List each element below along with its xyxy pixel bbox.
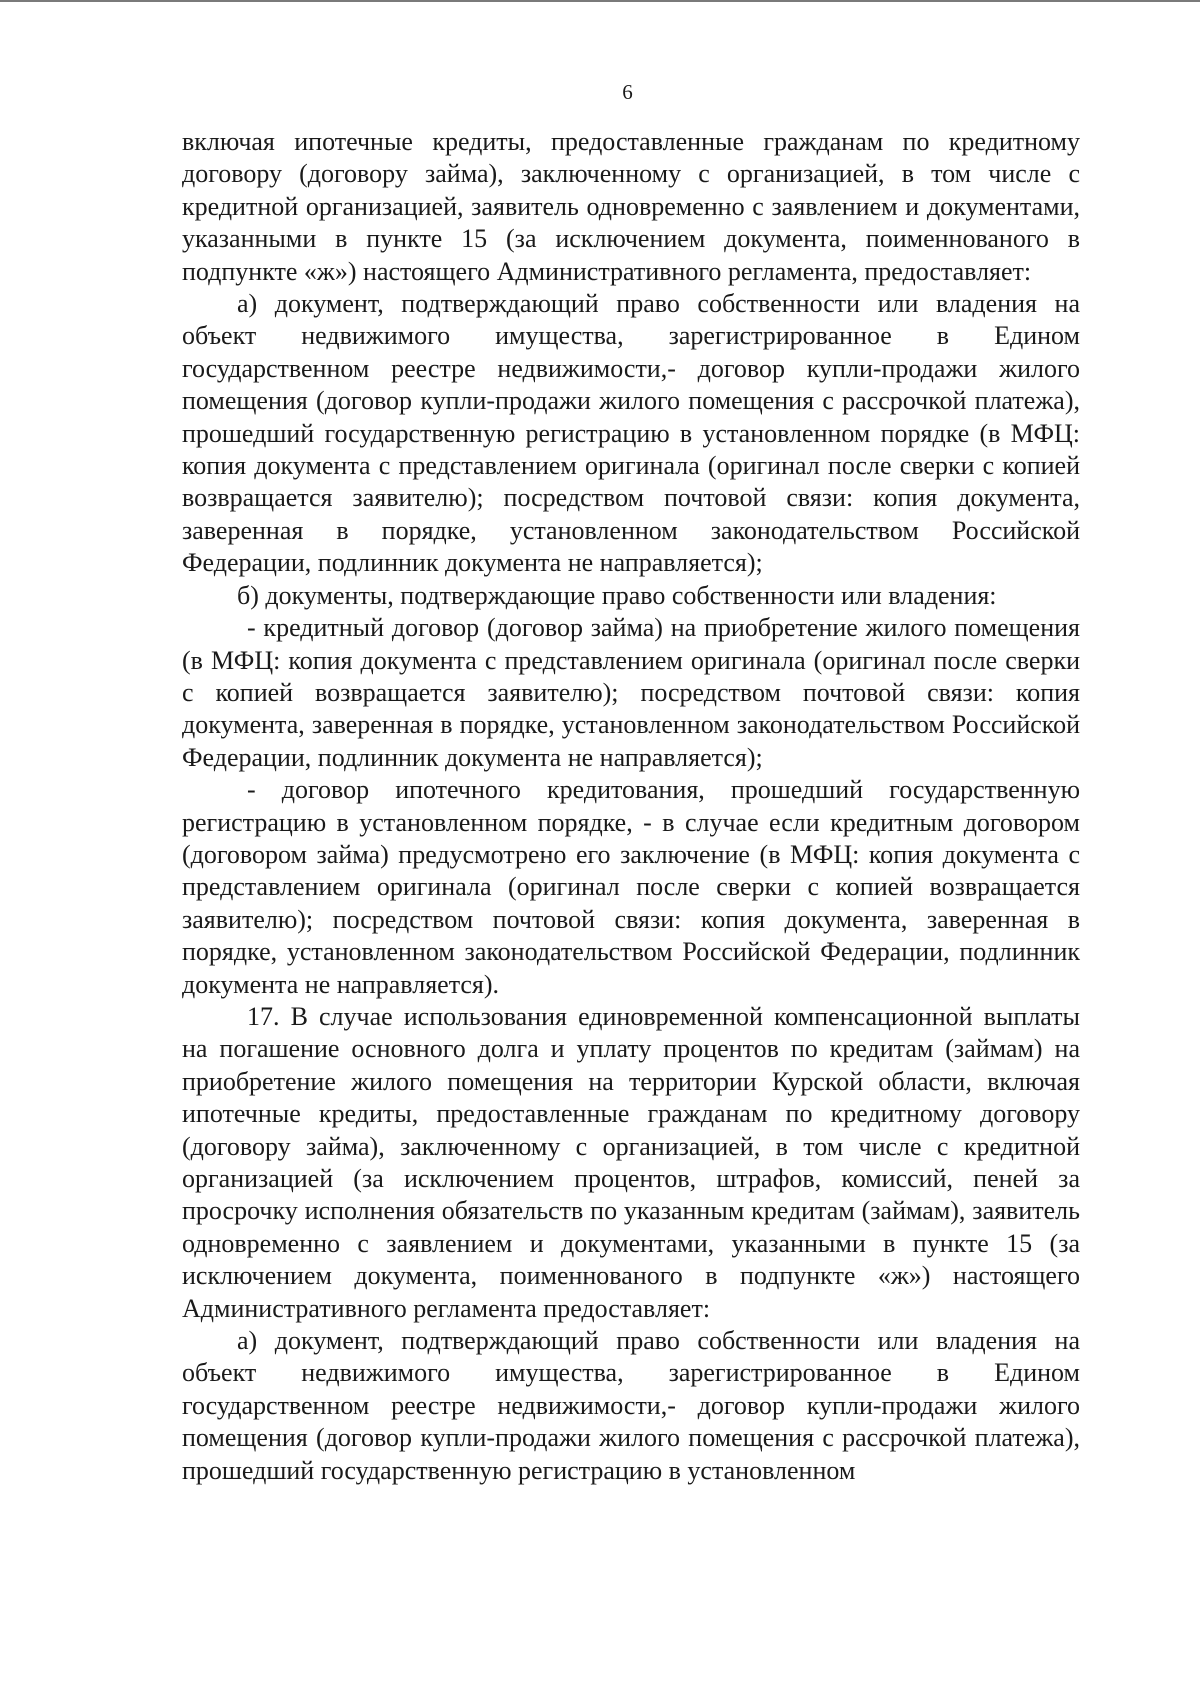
document-body [182,126,1080,1487]
paragraph-credit-agreement: - кредитный договор (договор займа) на приобретение жилого помещения (в МФЦ: копия документа с представлением оригинала (оригинал после сверки с копией возвращается заявителю); посредством почтовой связи: копия документа, заверенная в порядке, установленном законодательством Российской Федерации, подлинник документа не направляется); [182,613,1080,772]
page-number: 6 [622,80,633,104]
paragraph-clause-17: 17. В случае использования единовременной компенсационной выплаты на погашение основного долга и уплату процентов по кредитам (займам) на приобретение жилого помещения на территории Курской области, включая ипотечные кредиты, предоставленные гражданам по кредитному договору (договору займа), заключенному с организацией, в том числе с кредитной организацией (за исключением процентов, штрафов, комиссий, пеней за просрочку исполнения обязательств по указанным кредитам (займам), заявитель одновременно с заявлением и документами, указанными в пункте 15 (за исключением документа, поименнованого в подпункте «ж») настоящего Административного регламента предоставляет: [182,1001,1080,1323]
paragraph-continuation: включая ипотечные кредиты, предоставленные гражданам по кредитному договору (договору займа), заключенному с организацией, в том числе с кредитной организацией, заявитель одновременно с заявлением и документами, указанными в пункте 15 (за исключением документа, поименнованого в подпункте «ж») настоящего Административного регламента, предоставляет: [182,127,1080,286]
paragraph-item-b: б) документы, подтверждающие право собственности или владения: [237,580,997,610]
page-top-edge [0,0,1200,2]
paragraph-clause-17-item-a: а) документ, подтверждающий право собственности или владения на объект недвижимого имущества, зарегистрированное в Едином государственном реестре недвижимости,- договор купли-продажи жилого помещения (договор купли-продажи жилого помещения с рассрочкой платежа), прошедший государственную регистрацию в установленном [182,1326,1080,1485]
paragraph-mortgage-agreement: - договор ипотечного кредитования, прошедший государственную регистрацию в установленном порядке, - в случае если кредитным договором (договором займа) предусмотрено его заключение (в МФЦ: копия документа с представлением оригинала (оригинал после сверки с копией возвращается заявителю); посредством почтовой связи: копия документа, заверенная в порядке, установленном законодательством Российской Федерации, подлинник документа не направляется). [182,775,1080,999]
paragraph-item-a: а) документ, подтверждающий право собственности или владения на объект недвижимого имущества, зарегистрированное в Едином государственном реестре недвижимости,- договор купли-продажи жилого помещения (договор купли-продажи жилого помещения с рассрочкой платежа), прошедший государственную регистрацию в установленном порядке (в МФЦ: копия документа с представлением оригинала (оригинал после сверки с копией возвращается заявителю); посредством почтовой связи: копия документа, заверенная в порядке, установленном законодательством Российской Федерации, подлинник документа не направляется); [182,289,1080,578]
